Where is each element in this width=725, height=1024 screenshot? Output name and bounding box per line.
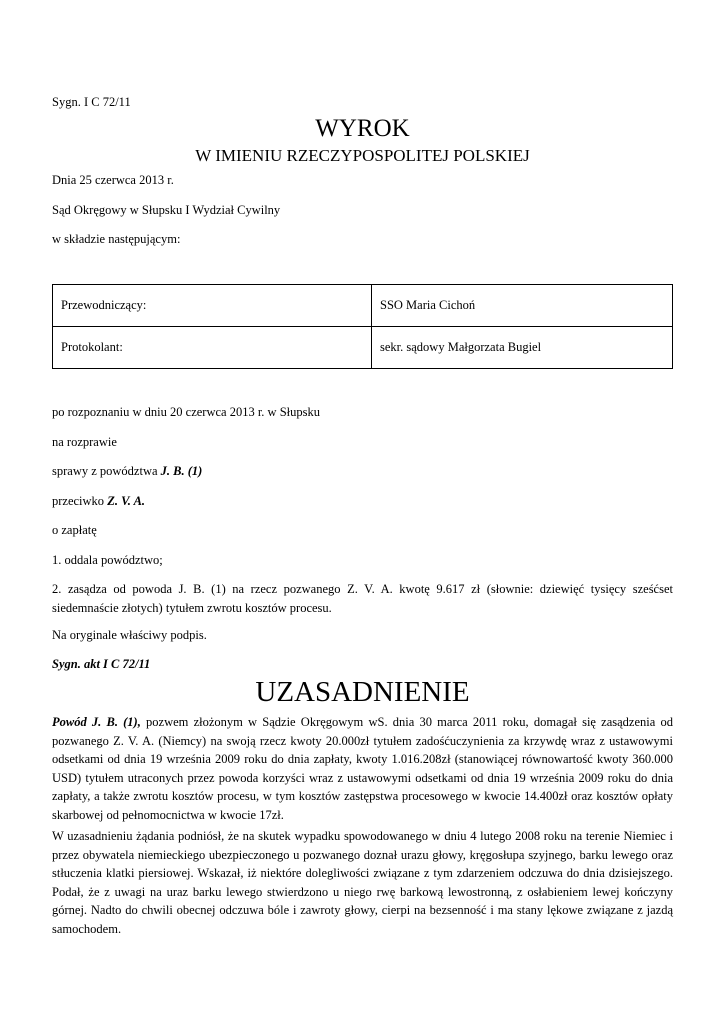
court-panel-table	[52, 284, 673, 369]
defendant-line	[52, 493, 145, 509]
defendant-prefix: przeciwko	[52, 494, 108, 508]
justification-paragraph-1-text: pozwem złożonym w Sądzie Okręgowym wS. dnia 30 marca 2011 roku, domagał się zasądzenia od pozwanego Z. V. A. (Niemcy) na swoją rzecz kwoty 20.000zł tytułem zadośćuczynienia za krzywdę wraz z ustawowymi odsetkami od dnia 19 września 2009 roku do dnia zapłaty, kwoty 1.016.208zł (stanowiącej równowartość kwoty 360.000 USD) tytułem utraconych przez powoda korzyści wraz z ustawowymi odsetkami od dnia 19 września 2009 roku do dnia zapłaty, a także zwrotu kosztów procesu, w tym kosztów zastępstwa procesowego w kwocie 14.400zł oraz kosztów opłaty skarbowej od pełnomocnictwa w kwocie 17zł.	[52, 715, 673, 822]
original-signature-note: Na oryginale właściwy podpis.	[52, 628, 207, 642]
panel-role-clerk: Protokolant:	[53, 327, 372, 369]
judgment-date: Dnia 25 czerwca 2013 r.	[52, 173, 174, 187]
justification-title: UZASADNIENIE	[255, 676, 470, 708]
court-name: Sąd Okręgowy w Słupsku I Wydział Cywilny	[52, 203, 281, 217]
panel-role-presiding: Przewodniczący:	[53, 285, 372, 327]
case-subject: o zapłatę	[52, 523, 97, 537]
plaintiff-prefix: sprawy z powództwa	[52, 464, 161, 478]
ruling-item-2: 2. zasądza od powoda J. B. (1) na rzecz pozwanego Z. V. A. kwotę 9.617 zł (słownie: dziewięć tysięcy sześćset	[52, 582, 673, 596]
composition-intro: w składzie następującym:	[52, 232, 181, 246]
plaintiff-line	[52, 463, 202, 479]
ruling-item-1: 1. oddala powództwo;	[52, 553, 163, 567]
table-row	[53, 285, 673, 327]
ruling-item-2-cont: siedemnaście złotych) tytułem zwrotu kosztów procesu.	[52, 601, 332, 615]
plaintiff-name: J. B. (1)	[160, 464, 203, 478]
page-subtitle: W IMIENIU RZECZYPOSPOLITEJ POLSKIEJ	[195, 146, 530, 165]
justification-paragraph-1	[52, 713, 673, 824]
panel-person-clerk: sekr. sądowy Małgorzata Bugiel	[372, 327, 673, 369]
table-row	[53, 327, 673, 369]
justification-case-ref: Sygn. akt I C 72/11	[52, 657, 151, 671]
panel-person-presiding: SSO Maria Cichoń	[372, 285, 673, 327]
defendant-name: Z. V. A.	[107, 494, 146, 508]
justification-paragraph-2: W uzasadnieniu żądania podniósł, że na skutek wypadku spowodowanego w dniu 4 lutego 2008 roku na terenie Niemiec i przez obywatela niemieckiego ubezpieczonego u pozwanego doznał urazu głowy, kręgosłupa szyjnego, barku lewego oraz stłuczenia klatki piersiowej. Wskazał, iż niektóre dolegliwości związane z tym zdarzeniem odczuwa do dnia dzisiejszego. Podał, że z uwagi na uraz barku lewego stwierdzono u niego rwę barkową lewostronną, z osłabieniem lewej kończyny górnej. Nadto do chwili obecnej odczuwa bóle i zawroty głowy, cierpi na bezsenność i ma stany lękowe związane z jazdą samochodem.	[52, 829, 673, 936]
page-title: WYROK	[315, 115, 410, 142]
signature-reference: Sygn. I C 72/11	[52, 95, 131, 109]
hearing-mode: na rozprawie	[52, 435, 117, 449]
justification-plaintiff-lead: Powód J. B. (1),	[52, 715, 141, 729]
hearing-info: po rozpoznaniu w dniu 20 czerwca 2013 r. w Słupsku	[52, 405, 320, 419]
